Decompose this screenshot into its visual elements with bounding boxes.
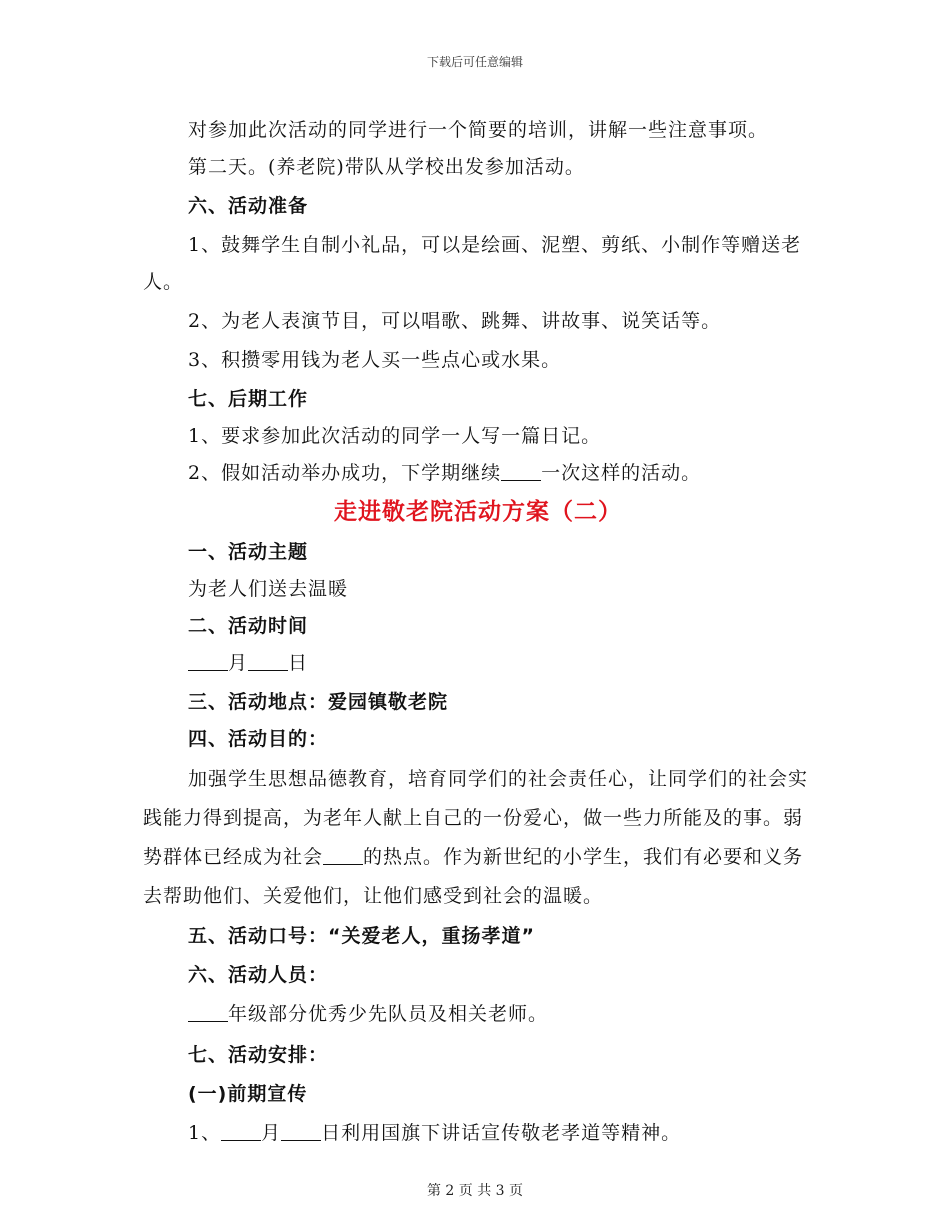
- prep-item-1: 1、鼓舞学生自制小礼品，可以是绘画、泥塑、剪纸、小制作等赠送老人。: [143, 234, 802, 293]
- blank-line: [501, 461, 541, 481]
- heading-preparation: 六、活动准备: [188, 195, 309, 217]
- blank-line: [188, 651, 228, 671]
- page-footer: 第 2 页 共 3 页: [426, 1183, 524, 1199]
- prep-item-3: 3、积攒零用钱为老人买一些点心或水果。: [188, 349, 562, 371]
- heading-location: 三、活动地点：爱园镇敬老院: [188, 691, 449, 713]
- prep-item-2: 2、为老人表演节目，可以唱歌、跳舞、讲故事、说笑话等。: [188, 310, 722, 332]
- blank-line: [281, 1121, 321, 1141]
- paragraph-second-day: 第二天。(养老院)带队从学校出发参加活动。: [188, 156, 585, 178]
- page-header: 下载后可任意编辑: [426, 55, 523, 69]
- blank-line: [323, 845, 363, 865]
- post-item-1: 1、要求参加此次活动的同学一人写一篇日记。: [188, 425, 602, 447]
- heading-slogan: 五、活动口号：“关爱老人，重扬孝道”: [188, 925, 535, 947]
- time-text: 月 日: [143, 645, 813, 682]
- heading-staff: 六、活动人员：: [188, 964, 329, 986]
- heading-arrangement: 七、活动安排：: [188, 1044, 329, 1066]
- subheading-publicity: (一)前期宣传: [188, 1083, 308, 1105]
- theme-text: 为老人们送去温暖: [188, 578, 349, 600]
- blank-line: [188, 1002, 228, 1022]
- post-item-2: 2、假如活动举办成功，下学期继续 一次这样的活动。: [188, 462, 702, 484]
- publicity-item-1: 1、 月 日利用国旗下讲话宣传敬老孝道等精神。: [188, 1122, 682, 1144]
- document-title: 走进敬老院活动方案（二）: [334, 498, 622, 525]
- heading-time: 二、活动时间: [188, 615, 309, 637]
- paragraph-training: 对参加此次活动的同学进行一个简要的培训，讲解一些注意事项。: [188, 119, 769, 141]
- document-body: [143, 112, 813, 1152]
- heading-purpose: 四、活动目的：: [188, 728, 329, 750]
- blank-line: [248, 651, 288, 671]
- blank-line: [221, 1121, 261, 1141]
- heading-post-work: 七、后期工作: [188, 388, 309, 410]
- purpose-text: 加强学生思想品德教育，培育同学们的社会责任心，让同学们的社会实践能力得到提高，为老年人献上自己的一份爱心，做一些力所能及的事。弱势群体已经成为社会 的热点。作为新世纪的小学生，我们有必要和义务去帮助他们、关爱他们，让他们感受到社会的温暖。: [143, 768, 809, 907]
- staff-text: 年级部分优秀少先队员及相关老师。: [143, 996, 813, 1033]
- heading-theme: 一、活动主题: [188, 541, 309, 563]
